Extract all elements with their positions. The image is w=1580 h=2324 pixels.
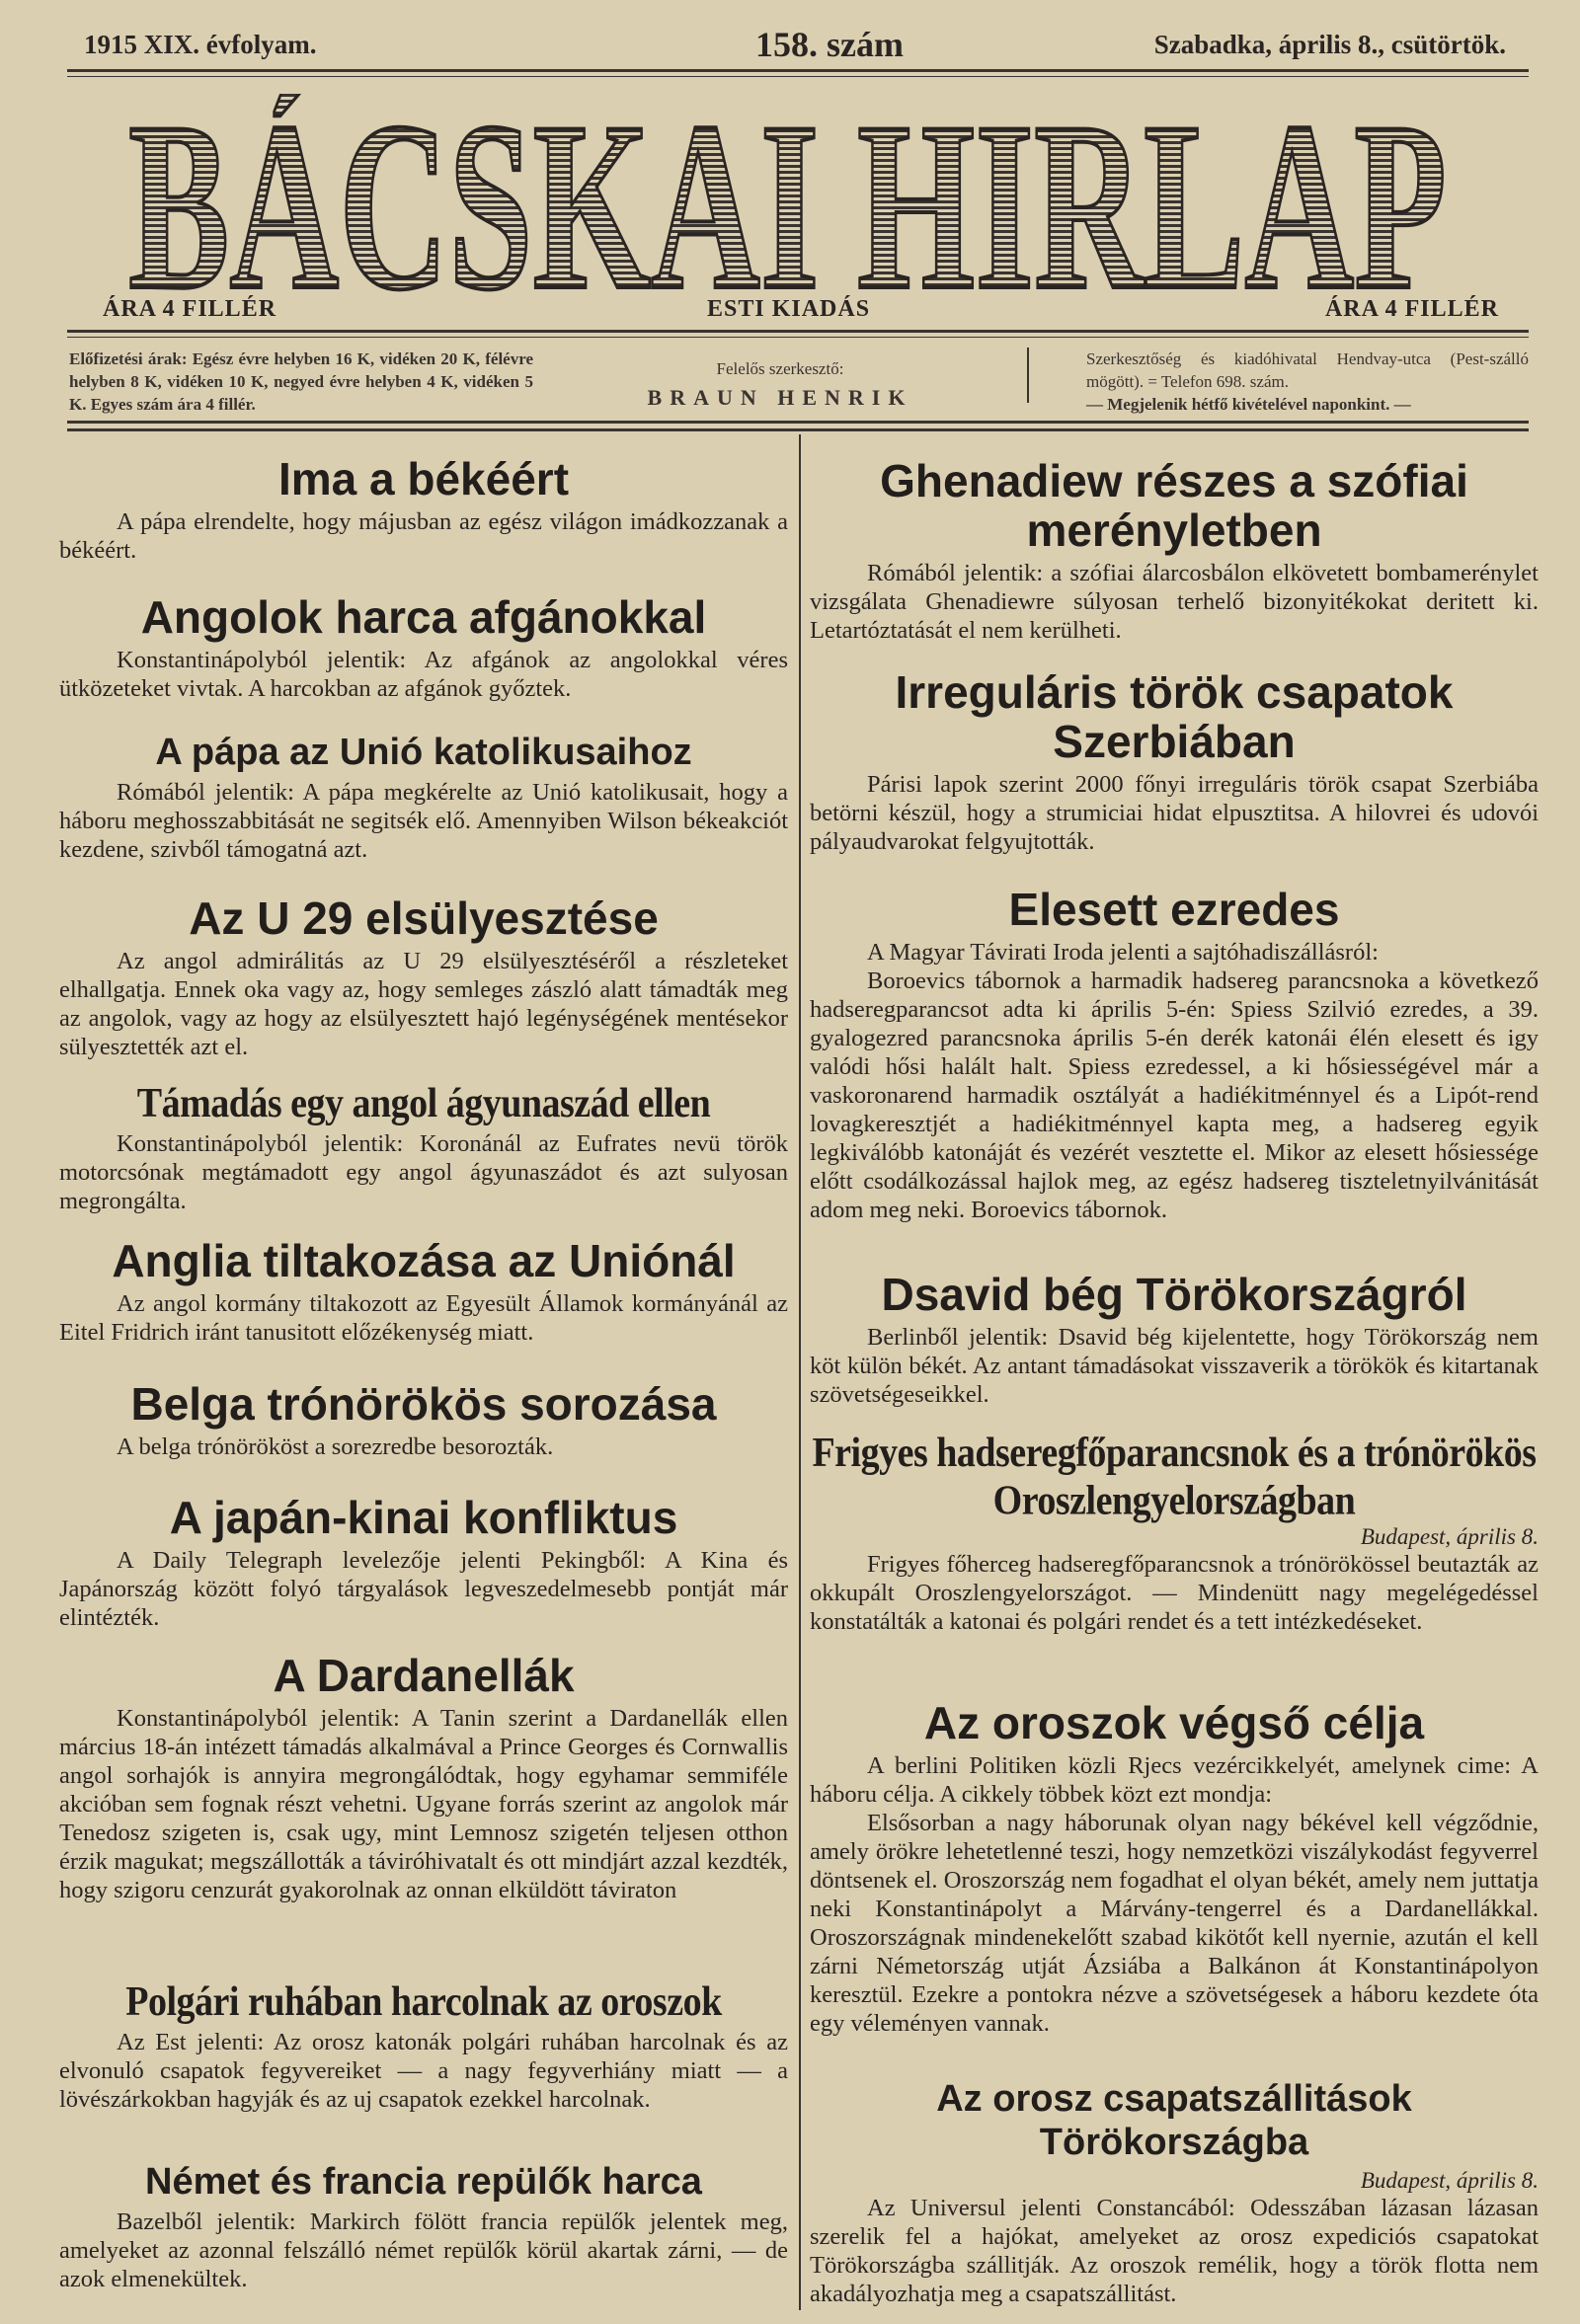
year-volume: 1915 XIX. évfolyam. [84,30,317,59]
article-text: Frigyes főherceg hadseregfőparancsnok a trónörökössel beutazták az okkupált Oroszlengyelországot. — Mindenütt nagy megelégedéssel konstatálták a katonai és polgári rendet és a tett intézkedéseket. [810,1551,1539,1635]
article-dardanellak [59,1651,788,1904]
article-nemet-francia [59,2160,788,2293]
article-polgari [59,1980,788,2114]
article-text: Konstantinápolyból jelentik: Az afgánok az angolokkal véres ütközeteket vivtak. A harcokban az afgánok győztek. [59,647,788,702]
article-irregularis [810,667,1539,856]
article-text: Bazelből jelentik: Markirch fölött francia repülők jelentek meg, amelyeket az azonnal felszálló német repülők körül akartak zárni, — de azok elmenekültek. [59,2208,788,2292]
article-ima [59,454,788,565]
article-text: Berlinből jelentik: Dsavid bég kijelentette, hogy Törökország nem köt külön békét. Az antant támadásokat visszaverik a törökök és kitartanak szövetségeseikkel. [810,1324,1539,1408]
article-ghenadiew [810,456,1539,645]
article-papa [59,731,788,864]
article-text: Rómából jelentik: a szófiai álarcosbálon elkövetett bombamerénylet vizsgálata Ghenadiewre súlyosan terhelő bizonyitékokat deritett ki. Letartóztatását el nem kerülheti. [810,560,1539,644]
headline: Az U 29 elsülyesztése [189,892,659,944]
price-left: ÁRA 4 FILLÉR [103,296,277,322]
article-belga [59,1379,788,1461]
edition-label: ESTI KIADÁS [707,296,871,322]
article-text: A pápa elrendelte, hogy májusban az egész világon imádkozzanak a békéért. [59,508,788,564]
article-frigyes [810,1430,1539,1636]
article-text: A Daily Telegraph levelezője jelenti Pekingből: A Kina és Japánország között folyó tárgyalások legveszedelmesebb pontját már elintézték. [59,1547,788,1631]
headline: Angolok harca afgánokkal [140,591,707,643]
issue-number: 158. szám [755,25,904,64]
office-address: Szerkesztőség és kiadóhivatal Hendvay-utca (Pest-szálló mögött). = Telefon 698. szám. [1086,349,1529,391]
subscription-prices: Előfizetési árak: Egész évre helyben 16 K, vidéken 20 K, félévre helyben 8 K, vidéken 10 K, negyed évre helyben 4 K, vidéken 5 K. Egyes szám ára 4 fillér. [69,349,533,414]
article-angolok [59,592,788,703]
publication-schedule: — Megjelenik hétfő kivételével naponkint. — [1086,395,1411,414]
office-block [1086,348,1529,416]
article-u29 [59,893,788,1061]
editor-name: BRAUN HENRIK [647,385,913,410]
article-text: Párisi lapok szerint 2000 főnyi irreguláris török csapat Szerbiába betörni készül, hogy a strumiciai hidat elpusztitsa. A hilovrei és udovói pályaudvarokat felgyujtották. [810,771,1539,855]
article-text: A berlini Politiken közli Rjecs vezércikkelyét, amelynek cime: A háboru célja. A cikkely többek közt ezt mondja: [810,1752,1539,1808]
article-text: Konstantinápolyból jelentik: Koronánál az Eufrates nevü török motorcsónak megtámadott egy angol ágyunaszádot és azt sulyosan megrongálta. [59,1130,788,1214]
article-csapatszallitasok [810,2077,1539,2308]
headline: A japán-kinai konfliktus [169,1492,678,1543]
masthead-logo [118,94,1462,296]
price-edition-row [67,296,1529,330]
headline: A pápa az Unió katolikusaihoz [155,732,692,773]
editor-block [592,357,968,409]
headline: Belga trónörökös sorozása [130,1378,717,1430]
article-elesett-ezredes [810,885,1539,1224]
article-text: A Magyar Távirati Iroda jelenti a sajtóhadiszállásról: [867,939,1379,966]
article-text: Boroevics tábornok a harmadik hadsereg parancsnoka a következő hadseregparancsot adta ki április 5-én: Spiess Szilvió ezredes, a 39. gyalogezred parancsnoka április 5-én derék katonái élén elesett és igy valódi hősi halált halt. Spiess ezredessel, a ki hősiességével már a vaskoronarend harmadik osztályát a hadiékitménnyel és a Lipót-rend lovagkeresztjét a hadiékitménnyel kapta meg, a hadsereg egyik legkiválóbb katonáját és vezérét vesztette el. Mikor az elesett hősiessége előtt csodálkozással hajlok meg, az egész hadsereg tiszteletnyilvánitását adom meg neki. Boroevics tábornok. [810,968,1539,1223]
article-text: Rómából jelentik: A pápa megkérelte az Unió katolikusait, hogy a háboru meghosszabbitását ne segitsék elő. Amennyiben Wilson békeakciót kezdene, szivből támogatná azt. [59,779,788,863]
article-text: Az angol admirálitás az U 29 elsülyesztéséről a részleteket elhallgatja. Ennek oka vagy az, hogy semleges zászló alatt támadták meg az angolok, vagy az hogy az elsülyesztett hajó legénységének mentésekor sülyesztették azt el. [59,948,788,1060]
headline: Ima a békéért [277,453,570,504]
info-divider [1027,348,1029,403]
top-rule [67,69,1529,72]
headline: Anglia tiltakozása az Uniónál [112,1235,736,1286]
header-rule-thin [67,337,1529,338]
article-dsavid [810,1270,1539,1409]
article-text: A belga trónörököst a sorezredbe besorozták. [117,1433,554,1460]
headline: Az oroszok végső célja [923,1697,1425,1748]
dateline: Budapest, április 8. [1360,1524,1539,1549]
place-date: Szabadka, április 8., csütörtök. [1153,30,1506,59]
headline: Elesett ezredes [1008,884,1340,935]
article-oroszok-celja [810,1698,1539,2038]
columns-top-rule [67,421,1529,424]
header-rule [67,330,1529,333]
headline: Dsavid bég Törökországról [881,1269,1467,1320]
column-divider [799,434,801,2310]
headline: Német és francia repülők harca [145,2161,702,2203]
headline: Támadás egy angol ágyunaszád ellen [136,1080,711,1127]
top-rule-thin [67,76,1529,77]
article-text: Elsősorban a nagy háborunak olyan nagy békével kell végződnie, amely örökre lehetetlenné teszi, hogy nemzetközi viszálykodást fegyverrel döntsenek el. Oroszország nem fogadhat el olyan békét, amely nem juttatja neki Konstantinápolyt a Márvány-tengerrel és a Dardanellákkal. Oroszországnak mindenekelőtt szabad kikötőt kell nyernie, azután el kell zárni Németország utját Ázsiába a Balkánon át Konstantinápolyon keresztül. Ezekre a pontokra nézve a szövetségesek a háboru kezdete óta egy véleményen vannak. [810,1810,1539,2037]
headline: Polgári ruhában harcolnak az oroszok [125,1978,722,2026]
headline: Frigyes hadseregfőparancsnok és a trónörökös Oroszlengyelországban [812,1430,1537,1524]
article-tamadas [59,1082,788,1215]
price-right: ÁRA 4 FILLÉR [1324,296,1499,322]
article-japan-kinai [59,1493,788,1632]
article-anglia [59,1236,788,1347]
article-text: Az Universul jelenti Constancából: Odesszában lázasan lázasan szerelik fel a hajókat, amelyeket az orosz expediciós csapatokat Törökországba szállitják. Az oroszok remélik, hogy a török flotta nem akadályozhatja meg a csapatszállitást. [810,2195,1539,2307]
masthead-title: BÁCSKAI HIRLAP [128,94,1447,296]
columns-top-rule-2 [67,428,1529,431]
headline: Az orosz csapatszállitások Törökországba [936,2078,1412,2163]
article-text: Az Est jelenti: Az orosz katonák polgári ruhában harcolnak és az elvonuló csapatok fegyvereiket — a nagy fegyverhiány miatt — a lövészárkokban hagyják és az uj csapatok ezekkel harcolnak. [59,2029,788,2113]
headline: Ghenadiew részes a szófiai merényletben [880,455,1468,556]
headline: A Dardanellák [273,1650,575,1701]
dateline: Budapest, április 8. [1360,2168,1539,2193]
headline: Irreguláris török csapatok Szerbiában [895,666,1454,767]
article-text: Konstantinápolyból jelentik: A Tanin szerint a Dardanellák ellen március 18-án intézett támadás alkalmával a Prince Georges és Cornwallis angol sorhajók is annyira megrongálódtak, hogy egyhamar semmiféle akcióban sem fognak részt vehetni. Ugyane forrás szerint az angolok már Tenedosz szigeten is, csak ugy, mint Lemnosz szigetén teljesen otthon érzik magukat; megszállották a táviróhivatalt és ott mindjárt azzal kezdték, hogy szigoru cenzurát gyakorolnak az onnan elküldött táviraton [59,1705,788,1903]
article-text: Az angol kormány tiltakozott az Egyesült Államok kormányánál az Eitel Fridrich iránt tanusitott előzékenység miatt. [59,1290,788,1346]
issue-info-bar [84,25,1506,69]
editor-label: Felelős szerkesztő: [716,359,844,378]
